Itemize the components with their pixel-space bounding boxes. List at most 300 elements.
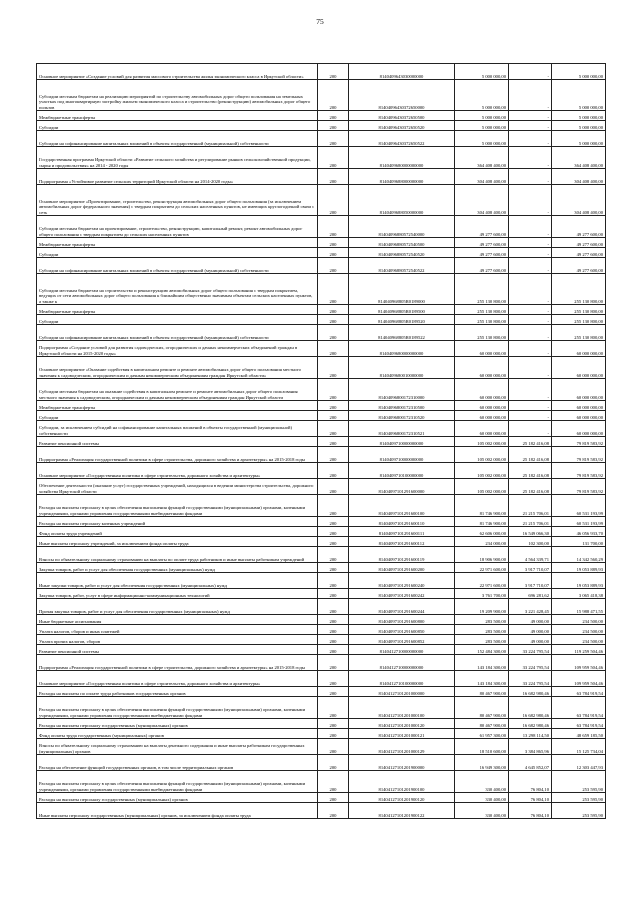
row-code: 200: [318, 589, 349, 599]
row-approved-amount: 330 400,00: [455, 793, 509, 803]
table-row: [37, 547, 606, 563]
row-name: Взносы по обязательному социальному страхованию на выплаты по оплате труда работников и иные выплаты работникам учреждений: [37, 547, 318, 563]
budget-table: [36, 63, 606, 819]
row-code: 200: [318, 357, 349, 379]
row-classification: 81404127101201000100: [349, 697, 455, 719]
row-classification: 8140409710000000000: [349, 437, 455, 447]
row-unexecuted-amount: 60 000 000,00: [552, 379, 606, 401]
row-code: 200: [318, 111, 349, 121]
row-name: Фонд оплаты труда государственных (муниципальных) органов: [37, 729, 318, 739]
table-row: [37, 755, 606, 771]
row-unexecuted-amount: 5 000 000,00: [552, 80, 606, 111]
row-name: Закупка товаров, работ, услуг в сфере информационно-коммуникационных технологий: [37, 589, 318, 599]
row-approved-amount: 5 000 000,00: [455, 80, 509, 111]
row-approved-amount: 60 000 000,00: [455, 341, 509, 357]
row-code: 200: [318, 599, 349, 615]
table-row: [37, 537, 606, 547]
row-approved-amount: 234 000,00: [455, 537, 509, 547]
row-unexecuted-amount: 79 819 583,92: [552, 437, 606, 447]
row-unexecuted-amount: 48 659 185,50: [552, 729, 606, 739]
row-unexecuted-amount: 255 130 800,00: [552, 274, 606, 305]
row-classification: 8140412710000000000: [349, 645, 455, 655]
table-row: [37, 447, 606, 463]
row-classification: 81404096430372650500: [349, 111, 455, 121]
row-unexecuted-amount: 19 053 889,93: [552, 573, 606, 589]
table-row: [37, 771, 606, 793]
row-name: Межбюджетные трансферты: [37, 401, 318, 411]
row-classification: 81404096880572540520: [349, 248, 455, 258]
table-row: [37, 325, 606, 341]
row-executed-amount: 33 224 795,54: [509, 645, 552, 655]
row-executed-amount: -: [509, 111, 552, 121]
row-name: Основное мероприятие «Создание условий для развития массового строительства жилья экономического класса в Иркутской области»: [37, 64, 318, 80]
row-name: Иные выплаты персоналу учреждений, за исключением фонда оплаты труда: [37, 537, 318, 547]
row-executed-amount: -: [509, 80, 552, 111]
row-unexecuted-amount: 131 700,00: [552, 537, 606, 547]
row-code: 200: [318, 771, 349, 793]
row-classification: 81404127101201000000: [349, 687, 455, 697]
row-classification: 81404097101291600240: [349, 573, 455, 589]
table-row: [37, 479, 606, 495]
row-approved-amount: 283 500,00: [455, 615, 509, 625]
row-unexecuted-amount: 304 408 400,00: [552, 169, 606, 185]
row-code: 200: [318, 315, 349, 325]
row-name: Субсидии местным бюджетам на строительство и реконструкцию автомобильных дорог общего пользования с твердым покрытием, ведущих от сети автомобильных дорог общего пользования к ближайшим общественно значимым объектам сельских населенных пунктов, а также к: [37, 274, 318, 305]
row-approved-amount: 255 130 800,00: [455, 315, 509, 325]
row-name: Взносы по обязательному социальному страхованию на выплаты денежного содержания и иные выплаты работникам государственных (муниципальных) органов: [37, 739, 318, 755]
table-row: [37, 589, 606, 599]
row-executed-amount: 21 215 706,01: [509, 517, 552, 527]
row-unexecuted-amount: 12 303 447,93: [552, 755, 606, 771]
row-classification: 81404097101291600244: [349, 599, 455, 615]
row-classification: 81404127101201900100: [349, 771, 455, 793]
row-executed-amount: 49 000,00: [509, 615, 552, 625]
row-code: 200: [318, 325, 349, 341]
row-executed-amount: 76 804,10: [509, 771, 552, 793]
row-approved-amount: 5 000 000,00: [455, 131, 509, 147]
table-row: [37, 216, 606, 238]
row-approved-amount: 49 277 600,00: [455, 238, 509, 248]
row-code: 200: [318, 563, 349, 573]
row-code: 200: [318, 479, 349, 495]
row-executed-amount: 25 182 416,08: [509, 479, 552, 495]
row-classification: 8140412710000000000: [349, 655, 455, 671]
row-name: Субсидии: [37, 121, 318, 131]
row-executed-amount: -: [509, 64, 552, 80]
row-unexecuted-amount: 60 531 193,99: [552, 495, 606, 517]
table-row: [37, 411, 606, 421]
row-approved-amount: 330 400,00: [455, 803, 509, 819]
table-row: [37, 599, 606, 615]
row-approved-amount: 22 971 600,00: [455, 563, 509, 573]
row-classification: 81404096430372650520: [349, 121, 455, 131]
table-row: [37, 635, 606, 645]
row-code: 200: [318, 341, 349, 357]
row-code: 200: [318, 803, 349, 819]
row-classification: 8140409643030000000: [349, 64, 455, 80]
row-executed-amount: 3 384 865,96: [509, 739, 552, 755]
row-approved-amount: 61 957 300,00: [455, 729, 509, 739]
row-unexecuted-amount: 79 819 583,92: [552, 479, 606, 495]
row-code: 200: [318, 379, 349, 401]
row-code: 200: [318, 64, 349, 80]
row-name: Иные выплаты персоналу государственных (муниципальных) органов, за исключением фонда оплаты труда: [37, 803, 318, 819]
row-approved-amount: 255 130 800,00: [455, 274, 509, 305]
row-unexecuted-amount: 46 056 933,70: [552, 527, 606, 537]
row-classification: 81404096430372650000: [349, 80, 455, 111]
row-name: Расходы на выплаты персоналу государственных (муниципальных) органов: [37, 719, 318, 729]
row-executed-amount: 3 917 710,07: [509, 563, 552, 573]
row-approved-amount: 105 002 000,00: [455, 463, 509, 479]
row-name: Основное мероприятие «Оказание содействия в капитальном ремонте и ремонте автомобильных дорог общего пользования местного значения к садоводческим, огородническим и дачным некоммерческим объединениям граждан Иркутской области»: [37, 357, 318, 379]
table-row: [37, 315, 606, 325]
row-code: 200: [318, 755, 349, 771]
row-classification: 8140409680000000000: [349, 147, 455, 169]
row-approved-amount: 364 408 400,00: [455, 147, 509, 169]
row-classification: 8140412710100000000: [349, 671, 455, 687]
row-executed-amount: 102 300,00: [509, 537, 552, 547]
row-unexecuted-amount: 49 277 600,00: [552, 238, 606, 248]
row-classification: 8140409710000000000: [349, 447, 455, 463]
row-name: Субсидии на софинансирование капитальных вложений в объекты государственной (муниципальной) собственности: [37, 258, 318, 274]
row-executed-amount: -: [509, 216, 552, 238]
row-executed-amount: 76 804,10: [509, 793, 552, 803]
row-executed-amount: -: [509, 357, 552, 379]
row-code: 200: [318, 437, 349, 447]
row-classification: 81404097101291600110: [349, 517, 455, 527]
row-classification: 81404097101291600000: [349, 479, 455, 495]
row-classification: 81404096800172310500: [349, 401, 455, 411]
row-name: Межбюджетные трансферты: [37, 238, 318, 248]
row-executed-amount: -: [509, 315, 552, 325]
row-code: 200: [318, 131, 349, 147]
row-executed-amount: -: [509, 169, 552, 185]
row-executed-amount: 13 298 114,50: [509, 729, 552, 739]
table-row: [37, 185, 606, 216]
row-executed-amount: 16 682 980,46: [509, 719, 552, 729]
row-classification: 81404097101291600852: [349, 635, 455, 645]
row-unexecuted-amount: 255 130 800,00: [552, 315, 606, 325]
row-unexecuted-amount: 79 819 583,92: [552, 447, 606, 463]
row-executed-amount: 16 682 980,46: [509, 697, 552, 719]
row-name: Фонд оплаты труда учреждений: [37, 527, 318, 537]
row-approved-amount: 255 130 800,00: [455, 305, 509, 315]
row-name: Уплата налогов, сборов и иных платежей: [37, 625, 318, 635]
row-code: 200: [318, 147, 349, 169]
row-executed-amount: -: [509, 131, 552, 147]
row-executed-amount: -: [509, 411, 552, 421]
row-code: 200: [318, 80, 349, 111]
row-name: Межбюджетные трансферты: [37, 305, 318, 315]
table-row: [37, 645, 606, 655]
row-approved-amount: 49 277 600,00: [455, 216, 509, 238]
row-approved-amount: 105 002 000,00: [455, 447, 509, 463]
row-code: 200: [318, 463, 349, 479]
row-approved-amount: 3 761 700,00: [455, 589, 509, 599]
row-name: Развитие пенсионной системы: [37, 645, 318, 655]
row-name: Закупка товаров, работ и услуг для обеспечения государственных (муниципальных) нужд: [37, 563, 318, 573]
row-classification: 81404097101291600111: [349, 527, 455, 537]
row-code: 200: [318, 687, 349, 697]
row-classification: 8140409680010000000: [349, 357, 455, 379]
row-unexecuted-amount: 60 000 000,00: [552, 421, 606, 437]
row-approved-amount: 18 906 900,00: [455, 547, 509, 563]
table-row: [37, 64, 606, 80]
row-approved-amount: 60 000 000,00: [455, 421, 509, 437]
row-executed-amount: 4 564 339,71: [509, 547, 552, 563]
row-classification: 81404127101201000129: [349, 739, 455, 755]
table-row: [37, 803, 606, 819]
row-approved-amount: 304 408 400,00: [455, 185, 509, 216]
row-executed-amount: 33 224 795,54: [509, 655, 552, 671]
row-executed-amount: 25 182 416,08: [509, 463, 552, 479]
row-code: 200: [318, 305, 349, 315]
row-approved-amount: 80 467 900,00: [455, 687, 509, 697]
row-classification: 81404097101291600100: [349, 495, 455, 517]
row-name: Субсидии: [37, 315, 318, 325]
table-row: [37, 401, 606, 411]
row-classification: 814040968805R0189000: [349, 274, 455, 305]
row-unexecuted-amount: 49 277 600,00: [552, 216, 606, 238]
row-unexecuted-amount: 5 000 000,00: [552, 121, 606, 131]
table-row: [37, 739, 606, 755]
row-classification: 81404097101291600112: [349, 537, 455, 547]
row-name: Расходы на выплаты персоналу казенных учреждений: [37, 517, 318, 527]
table-row: [37, 625, 606, 635]
table-row: [37, 169, 606, 185]
table-row: [37, 527, 606, 537]
row-unexecuted-amount: 14 342 560,29: [552, 547, 606, 563]
row-executed-amount: -: [509, 147, 552, 169]
row-code: 200: [318, 121, 349, 131]
row-classification: 8140409688000000000: [349, 169, 455, 185]
row-name: Основное мероприятие «Государственная политика в сфере строительства, дорожного хозяйства и архитектуры»: [37, 463, 318, 479]
row-unexecuted-amount: 119 259 504,46: [552, 645, 606, 655]
row-unexecuted-amount: 234 500,00: [552, 615, 606, 625]
row-executed-amount: -: [509, 258, 552, 274]
table-row: [37, 248, 606, 258]
row-approved-amount: 330 400,00: [455, 771, 509, 793]
table-row: [37, 697, 606, 719]
row-unexecuted-amount: 255 130 800,00: [552, 325, 606, 341]
row-unexecuted-amount: 253 595,90: [552, 793, 606, 803]
row-approved-amount: 60 000 000,00: [455, 357, 509, 379]
row-unexecuted-amount: 60 531 193,99: [552, 517, 606, 527]
row-approved-amount: 18 510 600,00: [455, 739, 509, 755]
row-approved-amount: 152 484 300,00: [455, 645, 509, 655]
row-unexecuted-amount: 49 277 600,00: [552, 248, 606, 258]
row-code: 200: [318, 739, 349, 755]
row-name: Подпрограмма «Устойчивое развитие сельских территорий Иркутской области на 2014-2020 годы»: [37, 169, 318, 185]
row-approved-amount: 49 277 600,00: [455, 258, 509, 274]
row-executed-amount: 25 182 416,08: [509, 437, 552, 447]
row-name: Подпрограмма «Реализация государственной политики в сфере строительства, дорожного хозяйства и архитектуры» на 2015-2018 годы: [37, 447, 318, 463]
row-unexecuted-amount: 364 408 400,00: [552, 147, 606, 169]
row-unexecuted-amount: 19 053 889,93: [552, 563, 606, 573]
row-name: Расходы на выплаты по оплате труда работников государственных органов: [37, 687, 318, 697]
row-code: 200: [318, 216, 349, 238]
row-code: 200: [318, 517, 349, 527]
row-classification: 81404096430372650522: [349, 131, 455, 147]
row-name: Субсидии: [37, 411, 318, 421]
row-code: 200: [318, 401, 349, 411]
row-unexecuted-amount: 15 125 734,04: [552, 739, 606, 755]
row-classification: 81404096800172310521: [349, 421, 455, 437]
row-code: 200: [318, 421, 349, 437]
row-classification: 8140409710100000000: [349, 463, 455, 479]
table-row: [37, 147, 606, 169]
row-unexecuted-amount: 63 784 919,54: [552, 719, 606, 729]
row-code: 200: [318, 238, 349, 248]
table-row: [37, 80, 606, 111]
table-row: [37, 421, 606, 437]
row-name: Субсидии местным бюджетам на реализацию мероприятий по строительству автомобильных дорог общего пользования на земельных участках под многоквартирную застройку жильем экономического класса и строительство (реконструкцию) автомобильных дорог общего пользов: [37, 80, 318, 111]
row-executed-amount: -: [509, 401, 552, 411]
row-unexecuted-amount: 60 000 000,00: [552, 341, 606, 357]
row-executed-amount: 4 645 852,07: [509, 755, 552, 771]
row-executed-amount: 696 281,62: [509, 589, 552, 599]
row-code: 200: [318, 573, 349, 589]
row-approved-amount: 5 000 000,00: [455, 64, 509, 80]
row-name: Расходы на выплаты персоналу в целях обеспечения выполнения функций государственными (муниципальными) органами, казенными учреждениями, органами управления государственными внебюджетными фондами: [37, 697, 318, 719]
row-code: 200: [318, 258, 349, 274]
row-classification: 81404097101291600200: [349, 563, 455, 573]
row-code: 200: [318, 645, 349, 655]
row-code: 200: [318, 447, 349, 463]
row-executed-amount: -: [509, 121, 552, 131]
row-name: Основное мероприятие «Государственная политика в сфере строительства, дорожного хозяйства и архитектуры»: [37, 671, 318, 687]
row-code: 200: [318, 248, 349, 258]
row-name: Расходы на выплаты персоналу в целях обеспечения выполнения функций государственными (муниципальными) органами, казенными учреждениями, органами управления государственными внебюджетными фондами: [37, 495, 318, 517]
row-executed-amount: -: [509, 325, 552, 341]
row-classification: 81404096880572540500: [349, 238, 455, 248]
table-row: [37, 573, 606, 589]
row-executed-amount: 33 224 795,54: [509, 671, 552, 687]
row-name: Субсидии местным бюджетам на оказание содействия в капитальном ремонте и ремонте автомобильных дорог общего пользования местного значения к садоводческим, огородническим и дачным некоммерческим объединениям граждан Иркутской области: [37, 379, 318, 401]
row-approved-amount: 5 000 000,00: [455, 111, 509, 121]
row-executed-amount: 16 549 066,30: [509, 527, 552, 537]
row-approved-amount: 143 184 300,00: [455, 671, 509, 687]
row-executed-amount: 3 221 428,45: [509, 599, 552, 615]
row-unexecuted-amount: 60 000 000,00: [552, 411, 606, 421]
table-row: [37, 671, 606, 687]
row-name: Основное мероприятие «Проектирование, строительство, реконструкция автомобильных дорог общего пользования (за исключением автомобильных дорог федерального значения) с твердым покрытием до сельских населенных пунктов, не имеющих круглогодичной связи с сеть: [37, 185, 318, 216]
table-row: [37, 563, 606, 573]
row-name: Субсидии: [37, 248, 318, 258]
row-code: 200: [318, 527, 349, 537]
row-code: 200: [318, 793, 349, 803]
row-unexecuted-amount: 63 784 919,54: [552, 687, 606, 697]
row-name: Уплата прочих налогов, сборов: [37, 635, 318, 645]
row-classification: 814040968805R0189522: [349, 325, 455, 341]
row-executed-amount: 21 215 706,01: [509, 495, 552, 517]
row-executed-amount: -: [509, 238, 552, 248]
row-name: Обеспечение деятельности (оказание услуг) государственных учреждений, находящихся в ведении министерства строительства, дорожного хозяйства Иркутской области: [37, 479, 318, 495]
row-code: 200: [318, 719, 349, 729]
row-approved-amount: 80 467 900,00: [455, 697, 509, 719]
table-row: [37, 131, 606, 147]
row-name: Подпрограмма «Реализация государственной политики в сфере строительства, дорожного хозяйства и архитектуры» на 2015-2018 годы: [37, 655, 318, 671]
row-classification: 81404097101291600800: [349, 615, 455, 625]
table-row: [37, 729, 606, 739]
row-approved-amount: 105 002 000,00: [455, 479, 509, 495]
row-name: Расходы на обеспечение функций государственных органов, в том числе территориальных органов: [37, 755, 318, 771]
budget-table-body: [37, 64, 606, 819]
row-approved-amount: 283 500,00: [455, 635, 509, 645]
table-row: [37, 655, 606, 671]
row-code: 200: [318, 495, 349, 517]
row-code: 200: [318, 625, 349, 635]
row-approved-amount: 5 000 000,00: [455, 121, 509, 131]
row-unexecuted-amount: 60 000 000,00: [552, 401, 606, 411]
row-unexecuted-amount: 304 408 400,00: [552, 185, 606, 216]
table-row: [37, 719, 606, 729]
table-row: [37, 437, 606, 447]
row-classification: 81404127101201000121: [349, 729, 455, 739]
row-unexecuted-amount: 3 065 418,38: [552, 589, 606, 599]
row-classification: 8140409688050000000: [349, 185, 455, 216]
row-classification: 81404097101291600242: [349, 589, 455, 599]
row-executed-amount: -: [509, 379, 552, 401]
row-executed-amount: 49 000,00: [509, 625, 552, 635]
row-approved-amount: 19 209 900,00: [455, 599, 509, 615]
row-approved-amount: 60 000 000,00: [455, 411, 509, 421]
row-executed-amount: -: [509, 185, 552, 216]
row-approved-amount: 49 277 600,00: [455, 248, 509, 258]
row-classification: 81404127101201000120: [349, 719, 455, 729]
row-code: 200: [318, 274, 349, 305]
table-row: [37, 495, 606, 517]
row-classification: 814040968805R0189500: [349, 305, 455, 315]
table-row: [37, 379, 606, 401]
row-unexecuted-amount: 253 595,90: [552, 771, 606, 793]
row-name: Субсидии на софинансирование капитальных вложений в объекты государственной (муниципальной) собственности: [37, 325, 318, 341]
row-executed-amount: -: [509, 248, 552, 258]
table-row: [37, 274, 606, 305]
row-unexecuted-amount: 60 000 000,00: [552, 357, 606, 379]
row-code: 200: [318, 729, 349, 739]
row-approved-amount: 60 000 000,00: [455, 401, 509, 411]
table-row: [37, 517, 606, 527]
row-unexecuted-amount: 15 988 471,55: [552, 599, 606, 615]
row-code: 200: [318, 615, 349, 625]
table-row: [37, 258, 606, 274]
row-approved-amount: 80 467 900,00: [455, 719, 509, 729]
row-name: Межбюджетные трансферты: [37, 111, 318, 121]
row-unexecuted-amount: 255 130 800,00: [552, 305, 606, 315]
row-code: 200: [318, 185, 349, 216]
row-executed-amount: 49 000,00: [509, 635, 552, 645]
row-code: 200: [318, 169, 349, 185]
row-executed-amount: -: [509, 341, 552, 357]
row-unexecuted-amount: 234 500,00: [552, 635, 606, 645]
table-row: [37, 357, 606, 379]
table-row: [37, 121, 606, 131]
row-unexecuted-amount: 63 784 919,54: [552, 697, 606, 719]
row-executed-amount: -: [509, 421, 552, 437]
table-row: [37, 687, 606, 697]
page-number: 75: [316, 17, 324, 26]
table-row: [37, 305, 606, 315]
row-name: Расходы на выплаты персоналу государственных (муниципальных) органов: [37, 793, 318, 803]
row-classification: 81404097101291600119: [349, 547, 455, 563]
row-name: Иные закупки товаров, работ и услуг для обеспечения государственных (муниципальных) нужд: [37, 573, 318, 589]
row-name: Иные бюджетные ассигнования: [37, 615, 318, 625]
row-code: 200: [318, 697, 349, 719]
row-classification: 81404096880572540000: [349, 216, 455, 238]
row-code: 200: [318, 671, 349, 687]
row-name: Расходы на выплаты персоналу в целях обеспечения выполнения функций государственными (муниципальными) органами, казенными учреждениями, органами управления государственными внебюджетными фондами: [37, 771, 318, 793]
